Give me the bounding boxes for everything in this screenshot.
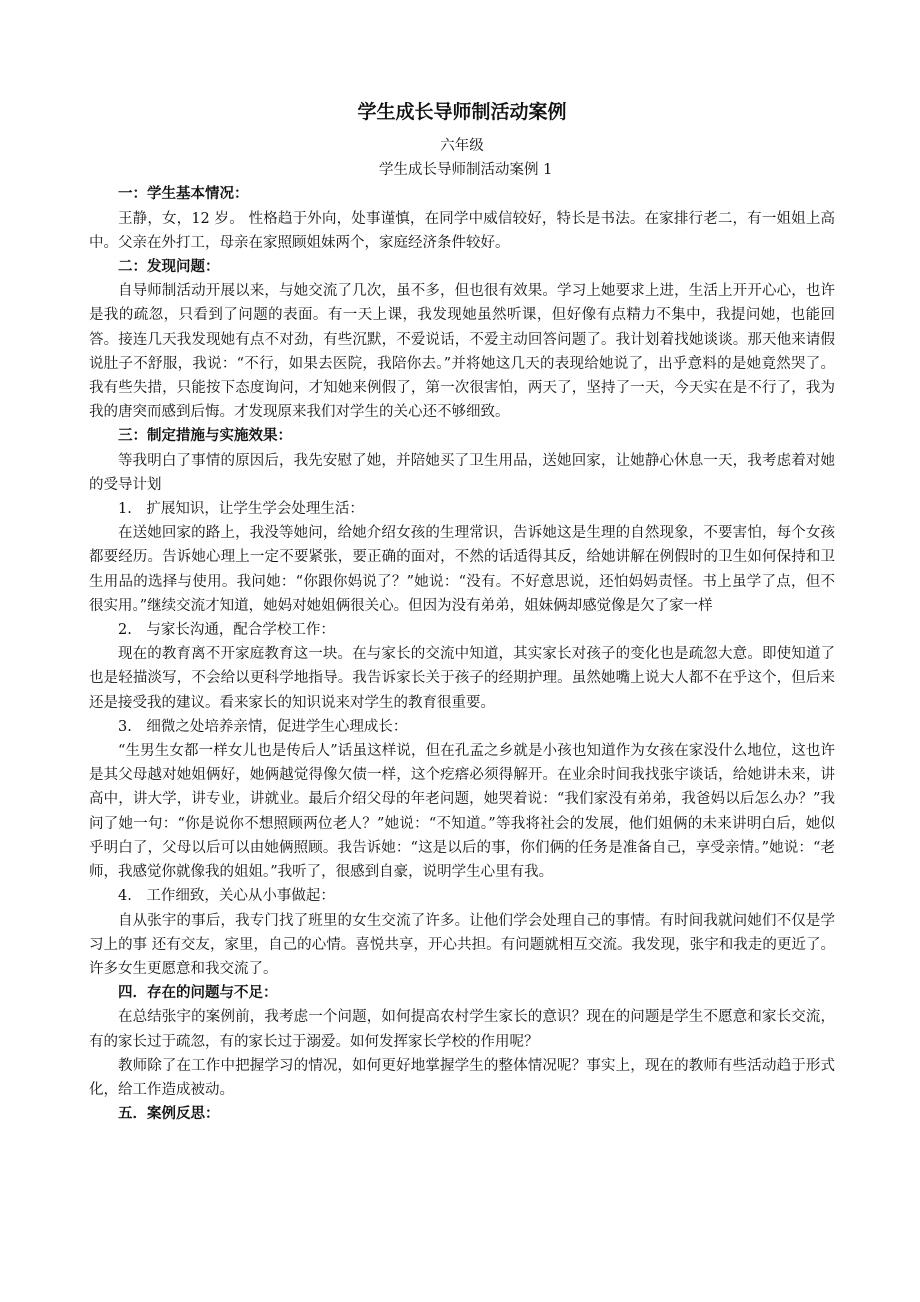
paragraph: 在送她回家的路上，我没等她问，给她介绍女孩的生理常识，告诉她这是生理的自然现象，不要害怕，每个女孩都要经历。告诉她心理上一定不要紧张，要正确的面对，不然的话适得其反，给她讲解在例假时的卫生如何保持和卫生用品的选择与使用。我问她：“你跟你妈说了？”她说：“没有。不好意思说，还怕妈妈责怪。书上虽学了点，但不很实用。”继续交流才知道，她妈对她姐俩很关心。但因为没有弟弟，姐妹俩却感觉像是欠了家一样 <box>89 525 835 614</box>
paragraph: 教师除了在工作中把握学习的情况，如何更好地掌握学生的整体情况呢？事实上，现在的教师有些活动趋于形式化，给工作造成被动。 <box>89 1057 835 1098</box>
section-heading-basic-info: 一：学生基本情况： <box>118 186 249 203</box>
measure-item-label: 4. 工作细致，关心从小事做起： <box>118 888 335 905</box>
grade-label: 六年级 <box>440 138 484 154</box>
measure-item-label: 1. 扩展知识，让学生学会处理生活： <box>118 501 364 518</box>
section-heading-problem: 二：发现问题： <box>118 259 220 276</box>
paragraph: 王静，女，12 岁。 性格趋于外向，处事谨慎，在同学中威信较好，特长是书法。在家排行老二，有一姐姐上高中。父亲在外打工，母亲在家照顾姐妹两个，家庭经济条件较好。 <box>89 210 835 251</box>
measure-item-label: 3. 细微之处培养亲情，促进学生心理成长： <box>118 718 408 735</box>
paragraph: 自导师制活动开展以来，与她交流了几次，虽不多，但也很有效果。学习上她要求上进，生活上开开心心，也许是我的疏忽，只看到了问题的表面。有一天上课，我发现她虽然听课，但好像有点精力不集中，我提问她，也能回答。接连几天我发现她有点不对劲，有些沉默，不爱说话，不爱主动回答问题了。我计划着找她谈谈。那天他来请假说肚子不舒服，我说：“不行，如果去医院，我陪你去。”并将她这几天的表现给她说了，出乎意料的是她竟然哭了。我有些失措，只能按下态度询问，才知她来例假了，第一次很害怕，两天了，坚持了一天，今天实在是不行了，我为我的唐突而感到后悔。才发现原来我们对学生的关心还不够细致。 <box>89 283 835 421</box>
document-subtitle: 学生成长导师制活动案例 1 <box>379 162 553 179</box>
document-page <box>89 96 835 1126</box>
section-heading-measures: 三：制定措施与实施效果： <box>118 428 292 445</box>
paragraph: 等我明白了事情的原因后，我先安慰了她，并陪她买了卫生用品，送她回家，让她静心休息一天，我考虑着对她的受导计划 <box>89 452 835 493</box>
measure-item-label: 2. 与家长沟通，配合学校工作： <box>118 622 335 639</box>
section-heading-problems: 四．存在的问题与不足： <box>118 985 278 1002</box>
document-title: 学生成长导师制活动案例 <box>357 101 567 123</box>
paragraph: 在总结张宇的案例前，我考虑一个问题，如何提高农村学生家长的意识？现在的问题是学生不愿意和家长交流，有的家长过于疏忽，有的家长过于溺爱。如何发挥家长学校的作用呢？ <box>89 1009 835 1050</box>
paragraph: 自从张宇的事后，我专门找了班里的女生交流了许多。让他们学会处理自己的事情。有时间我就问她们不仅是学习上的事 还有交友，家里，自己的心情。喜悦共享，开心共担。有问题就相互交流。我发现，张宇和我走的更近了。许多女生更愿意和我交流了。 <box>89 912 835 977</box>
paragraph: “生男生女都一样女儿也是传后人”话虽这样说，但在孔孟之乡就是小孩也知道作为女孩在家没什么地位，这也许是其父母越对她姐俩好，她俩越觉得像欠债一样，这个疙瘩必须得解开。在业余时间我找张宇谈话，给她讲未来，讲高中，讲大学，讲专业，讲就业。最后介绍父母的年老问题，她哭着说：“我们家没有弟弟，我爸妈以后怎么办？”我问了她一句：“你是说你不想照顾两位老人？”她说：“不知道。”等我将社会的发展，他们姐俩的未来讲明白后，她似乎明白了，父母以后可以由她俩照顾。我告诉她：“这是以后的事，你们俩的任务是准备自己，享受亲情。”她说：“老师，我感觉你就像我的姐姐。”我听了，很感到自豪，说明学生心里有我。 <box>89 743 835 881</box>
section-heading-reflection: 五．案例反思： <box>118 1106 220 1123</box>
paragraph: 现在的教育离不开家庭教育这一块。在与家长的交流中知道，其实家长对孩子的变化也是疏忽大意。即使知道了也是轻描淡写，不会给以更科学地指导。我告诉家长关于孩子的经期护理。虽然她嘴上说大人都不在乎这个，但后来还是接受我的建议。看来家长的知识说来对学生的教育很重要。 <box>89 646 835 711</box>
